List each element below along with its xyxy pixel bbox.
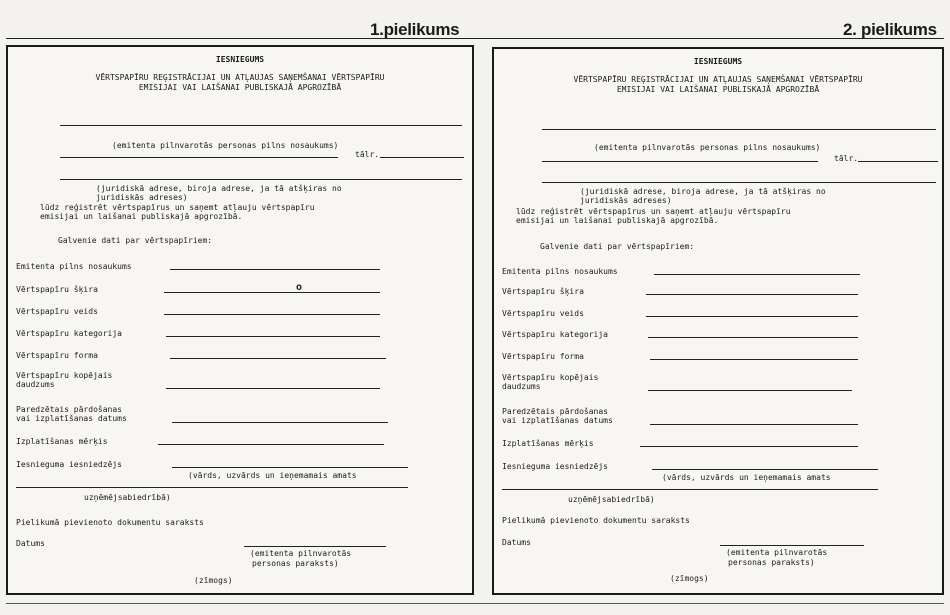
bottom-divider <box>6 603 944 604</box>
address-line[interactable] <box>542 182 936 183</box>
address-line[interactable] <box>60 179 462 180</box>
signature-line[interactable] <box>720 545 864 546</box>
label-kind: Vērtspapīru veids <box>16 307 98 316</box>
label-date: Datums <box>502 538 531 547</box>
input-issuer-name[interactable] <box>654 274 860 275</box>
address-caption-line-2: juridiskās adreses) <box>96 193 188 202</box>
address-caption-line-1: (juridiskā adrese, biroja adrese, ja tā atšķiras no <box>96 184 342 193</box>
address-caption-line-2: juridiskās adreses) <box>580 196 672 205</box>
label-attachments: Pielikumā pievienoto dokumentu saraksts <box>16 518 204 527</box>
label-sale-date-line-1: Paredzētais pārdošanas <box>16 405 122 414</box>
input-submitter[interactable] <box>172 467 408 468</box>
label-quantity-line-2: daudzums <box>16 380 55 389</box>
label-submitter: Iesnieguma iesniedzējs <box>16 460 122 469</box>
label-form: Vērtspapīru forma <box>502 352 584 361</box>
stamp-caption: (zīmogs) <box>194 576 233 585</box>
stamp-caption: (zīmogs) <box>670 574 709 583</box>
submitter-caption: (vārds, uzvārds un ieņemamais amats <box>188 471 357 480</box>
label-date: Datums <box>16 539 45 548</box>
issuer-caption: (emitenta pilnvarotās personas pilns nosaukums) <box>112 141 339 150</box>
form-title: IESNIEGUMS <box>693 57 743 66</box>
request-line-1: lūdz reģistrēt vērtspapīrus un saņemt atļauju vērtspapīru <box>40 203 315 212</box>
label-submitter: Iesnieguma iesniedzējs <box>502 462 608 471</box>
input-purpose[interactable] <box>640 446 858 447</box>
input-category[interactable] <box>166 336 380 337</box>
form-subtitle-line-2: EMISIJAI VAI LAIŠANAI PUBLISKAJĀ APGROZĪBĀ <box>616 85 820 94</box>
form-subtitle-line-2: EMISIJAI VAI LAIŠANAI PUBLISKAJĀ APGROZĪBĀ <box>138 83 342 92</box>
label-purpose: Izplatīšanas mērķis <box>502 439 594 448</box>
input-submitter-2[interactable] <box>16 487 408 488</box>
input-quantity[interactable] <box>166 388 380 389</box>
input-submitter[interactable] <box>652 469 878 470</box>
input-kind[interactable] <box>646 316 858 317</box>
input-kind[interactable] <box>164 314 380 315</box>
input-category[interactable] <box>648 337 858 338</box>
signature-caption-line-1: (emitenta pilnvarotās <box>250 549 352 558</box>
request-line-2: emisijai un laišanai publiskajā apgrozībā. <box>516 216 719 225</box>
label-category: Vērtspapīru kategorija <box>16 329 122 338</box>
main-data-heading: Galvenie dati par vērtspapīriem: <box>58 236 213 245</box>
label-sale-date-line-2: vai izplatīšanas datums <box>502 416 613 425</box>
signature-caption-line-2: personas paraksts) <box>728 558 815 567</box>
label-type: Vērtspapīru šķira <box>16 285 98 294</box>
request-line-1: lūdz reģistrēt vērtspapīrus un saņemt atļauju vērtspapīru <box>516 207 791 216</box>
issuer-name-line[interactable] <box>542 129 936 130</box>
stray-mark: o <box>296 282 303 293</box>
form-subtitle-line-1: VĒRTSPAPĪRU REĢISTRĀCIJAI UN ATĻAUJAS SAŅEMŠANAI VĒRTSPAPĪRU <box>95 73 385 82</box>
submitter-caption-2: uzņēmējsabiedrībā) <box>84 493 171 502</box>
label-issuer-name: Emitenta pilns nosaukums <box>16 262 132 271</box>
signature-caption-line-2: personas paraksts) <box>252 559 339 568</box>
issuer-line-2[interactable] <box>542 161 818 162</box>
address-caption-line-1: (juridiskā adrese, biroja adrese, ja tā atšķiras no <box>580 187 826 196</box>
tel-line[interactable] <box>858 161 938 162</box>
input-sale-date[interactable] <box>172 422 388 423</box>
label-type: Vērtspapīru šķira <box>502 287 584 296</box>
top-divider <box>6 38 944 39</box>
input-quantity[interactable] <box>648 390 852 391</box>
input-type[interactable] <box>646 294 858 295</box>
main-data-heading: Galvenie dati par vērtspapīriem: <box>540 242 695 251</box>
form-panel-appendix-1 <box>6 45 474 595</box>
label-purpose: Izplatīšanas mērķis <box>16 437 108 446</box>
input-purpose[interactable] <box>158 444 384 445</box>
label-sale-date-line-1: Paredzētais pārdošanas <box>502 407 608 416</box>
issuer-line-2[interactable] <box>60 157 338 158</box>
label-quantity-line-2: daudzums <box>502 382 541 391</box>
heading-appendix-2: 2. pielikums <box>843 20 937 39</box>
label-sale-date-line-2: vai izplatīšanas datums <box>16 414 127 423</box>
label-category: Vērtspapīru kategorija <box>502 330 608 339</box>
label-attachments: Pielikumā pievienoto dokumentu saraksts <box>502 516 690 525</box>
label-form: Vērtspapīru forma <box>16 351 98 360</box>
tel-label: tālr. <box>834 154 859 163</box>
signature-line[interactable] <box>244 546 386 547</box>
submitter-caption-2: uzņēmējsabiedrībā) <box>568 495 655 504</box>
heading-appendix-1: 1.pielikums <box>370 20 460 39</box>
input-type[interactable] <box>164 292 380 293</box>
input-form[interactable] <box>170 358 386 359</box>
form-panel-appendix-2 <box>492 47 944 595</box>
label-issuer-name: Emitenta pilns nosaukums <box>502 267 618 276</box>
label-quantity-line-1: Vērtspapīru kopējais <box>502 373 599 382</box>
input-form[interactable] <box>650 359 858 360</box>
signature-caption-line-1: (emitenta pilnvarotās <box>726 548 828 557</box>
issuer-caption: (emitenta pilnvarotās personas pilns nosaukums) <box>594 143 821 152</box>
input-sale-date[interactable] <box>650 424 858 425</box>
label-quantity-line-1: Vērtspapīru kopējais <box>16 371 113 380</box>
input-issuer-name[interactable] <box>170 269 380 270</box>
tel-label: tālr. <box>355 150 380 159</box>
form-title: IESNIEGUMS <box>215 55 265 64</box>
tel-line[interactable] <box>380 157 464 158</box>
submitter-caption: (vārds, uzvārds un ieņemamais amats <box>662 473 831 482</box>
form-subtitle-line-1: VĒRTSPAPĪRU REĢISTRĀCIJAI UN ATĻAUJAS SAŅEMŠANAI VĒRTSPAPĪRU <box>573 75 863 84</box>
label-kind: Vērtspapīru veids <box>502 309 584 318</box>
input-submitter-2[interactable] <box>502 489 878 490</box>
request-line-2: emisijai un laišanai publiskajā apgrozībā. <box>40 212 243 221</box>
issuer-name-line[interactable] <box>60 125 462 126</box>
